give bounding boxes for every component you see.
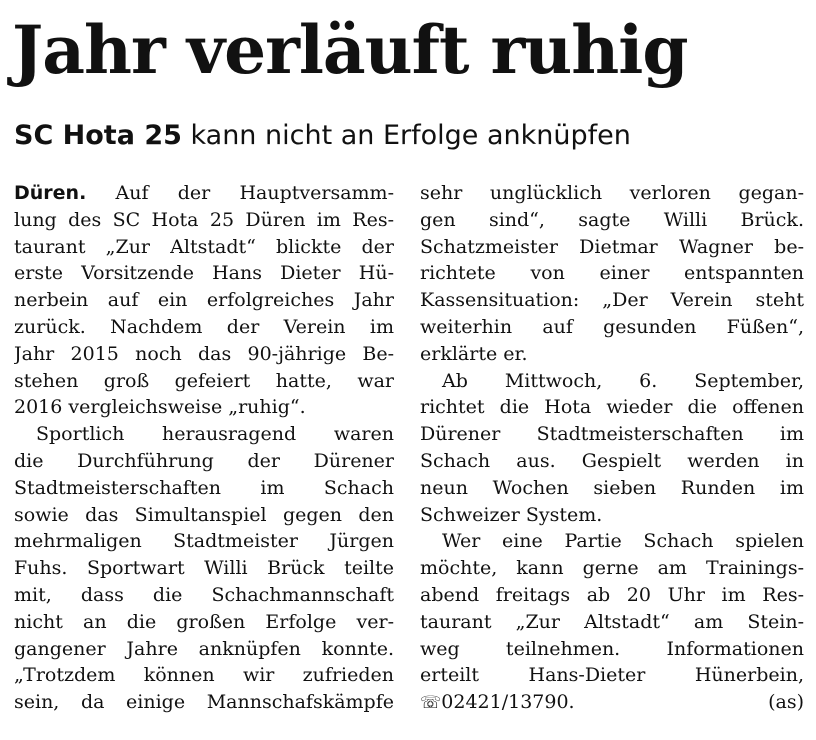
- subheadline: [14, 116, 631, 156]
- article-line: 2016 vergleichsweise „ruhig“.: [14, 396, 306, 419]
- article-line: Schatzmeister Dietmar Wagner be-: [420, 235, 804, 258]
- article-line-text: Auf der Hauptversamm-: [86, 182, 394, 204]
- article-line: die Durchführung der Dürener: [14, 449, 394, 472]
- article-line: erste Vorsitzende Hans Dieter Hü-: [14, 262, 394, 285]
- article-line: [14, 180, 394, 207]
- article-line: neun Wochen sieben Runden im: [420, 476, 804, 499]
- article-column-left: [14, 180, 394, 716]
- article-line: Stadtmeisterschaften im Schach: [14, 476, 394, 499]
- article-line: sehr unglücklich verloren gegan-: [420, 182, 804, 204]
- article-line: „Trotzdem können wir zufrieden: [14, 664, 394, 687]
- article-line: Kassensituation: „Der Verein steht: [420, 289, 804, 312]
- article-line: sowie das Simultanspiel gegen den: [14, 503, 394, 526]
- article-line: gangener Jahre anknüpfen konnte.: [14, 637, 394, 660]
- article-line: nerbein auf ein erfolgreiches Jahr: [14, 289, 394, 312]
- author-initials: (as): [768, 691, 804, 714]
- article-line: zurück. Nachdem der Verein im: [14, 315, 394, 338]
- subheadline-rest: kann nicht an Erfolge anknüpfen: [181, 120, 631, 151]
- article-line: weg teilnehmen. Informationen: [420, 637, 804, 660]
- article-line: Fuhs. Sportwart Willi Brück teilte: [14, 557, 394, 580]
- article-line: gen sind“, sagte Willi Brück.: [420, 208, 804, 231]
- article-line: Jahr 2015 noch das 90-jährige Be-: [14, 342, 394, 365]
- article-column-right: [420, 180, 804, 716]
- article-line: taurant „Zur Altstadt“ blickte der: [14, 235, 394, 258]
- article-line-contact: [420, 689, 804, 716]
- article-line: sein, da einige Mannschafskämpfe: [14, 691, 394, 714]
- article-line: Schweizer System.: [420, 503, 603, 526]
- dateline: Düren.: [14, 182, 87, 204]
- article-line: richtet die Hota wieder die offenen: [420, 396, 804, 419]
- phone-number: 02421/13790.: [441, 691, 575, 714]
- article-line: nicht an die großen Erfolge ver-: [14, 610, 394, 633]
- subheadline-club: SC Hota 25: [14, 120, 182, 151]
- article-line: erteilt Hans-Dieter Hünerbein,: [420, 664, 804, 687]
- article-line: Schach aus. Gespielt werden in: [420, 449, 804, 472]
- article-line: mehrmaligen Stadtmeister Jürgen: [14, 530, 394, 553]
- telephone-icon: ☏: [420, 693, 442, 714]
- article-line: Ab Mittwoch, 6. September,: [442, 369, 804, 392]
- article-line: abend freitags ab 20 Uhr im Res-: [420, 583, 804, 606]
- article-line: mit, dass die Schachmannschaft: [14, 583, 394, 606]
- article-line: möchte, kann gerne am Trainings-: [420, 557, 804, 580]
- article-line: richtete von einer entspannten: [420, 262, 804, 285]
- article-line: erklärte er.: [420, 342, 528, 365]
- article-line: stehen groß gefeiert hatte, war: [14, 369, 394, 392]
- article-line: Sportlich herausragend waren: [36, 423, 394, 446]
- headline: Jahr verläuft ruhig: [12, 11, 688, 89]
- article-line: weiterhin auf gesunden Füßen“,: [420, 315, 804, 338]
- article-line: taurant „Zur Altstadt“ am Stein-: [420, 610, 804, 633]
- article-line: Dürener Stadtmeisterschaften im: [420, 423, 804, 446]
- article-line: Wer eine Partie Schach spielen: [442, 530, 804, 553]
- article-line: lung des SC Hota 25 Düren im Res-: [14, 208, 394, 231]
